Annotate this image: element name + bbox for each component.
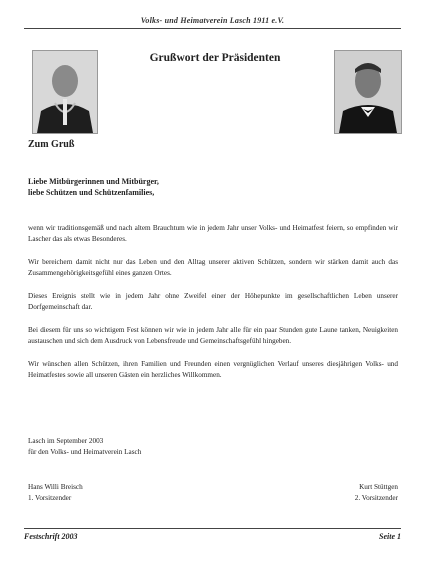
president-photo-right — [334, 50, 402, 134]
greeting-heading: Zum Gruß — [28, 139, 75, 150]
signature-right — [355, 482, 398, 504]
footer-publication: Festschrift 2003 — [24, 532, 78, 541]
place-date — [28, 436, 141, 458]
salutation-line-2: liebe Schützen und Schützenfamilies, — [28, 188, 155, 197]
letter-body — [28, 223, 398, 393]
header-divider — [24, 28, 401, 29]
footer-page-number: Seite 1 — [379, 532, 401, 541]
place-date-line-1: Lasch im September 2003 — [28, 437, 104, 445]
signature-name: Hans Willi Breisch — [28, 483, 83, 491]
paragraph: Dieses Ereignis stellt wie in jedem Jahr ohne Zweifel einer der Höhepunkte im gesellschaftlichen Leben unserer Dorfgemeinschaft dar. — [28, 292, 398, 311]
footer-divider — [24, 528, 401, 529]
page-title: Grußwort der Präsidenten — [149, 52, 281, 64]
paragraph: Bei diesem für uns so wichtigem Fest können wir wie in jedem Jahr alle für ein paar Stunden gute Laune tanken, Neuigkeiten austauschen und sich dem Ausdruck von Lebensfreude und Gemeinschaftsgefühl hingeben. — [28, 326, 398, 345]
president-photo-left — [32, 50, 98, 134]
paragraph: Wir wünschen allen Schützen, ihren Familien und Freunden einen vergnüglichen Verlauf unseres diesjährigen Volks- und Heimatfestes sowie all unseren Gästen ein herzliches Willkommen. — [28, 360, 398, 379]
salutation — [28, 176, 159, 198]
signature-name: Kurt Stüttgen — [359, 483, 398, 491]
paragraph: wenn wir traditionsgemäß und nach altem Brauchtum wie in jedem Jahr unser Volks- und Heimatfest feiern, so empfinden wir Lascher das als etwas Besonderes. — [28, 224, 398, 243]
signature-role: 1. Vorsitzender — [28, 494, 72, 502]
running-header: Volks- und Heimatverein Lasch 1911 e.V. — [140, 16, 285, 25]
signature-left — [28, 482, 83, 504]
signature-role: 2. Vorsitzender — [354, 494, 398, 502]
place-date-line-2: für den Volks- und Heimatverein Lasch — [28, 448, 142, 456]
paragraph: Wir bereichern damit nicht nur das Leben und den Alltag unserer aktiven Schützen, sondern wir stärken damit auch das Zusammengehörigkeitsgefühl eines ganzen Ortes. — [28, 258, 398, 277]
salutation-line-1: Liebe Mitbürgerinnen und Mitbürger, — [28, 177, 159, 186]
